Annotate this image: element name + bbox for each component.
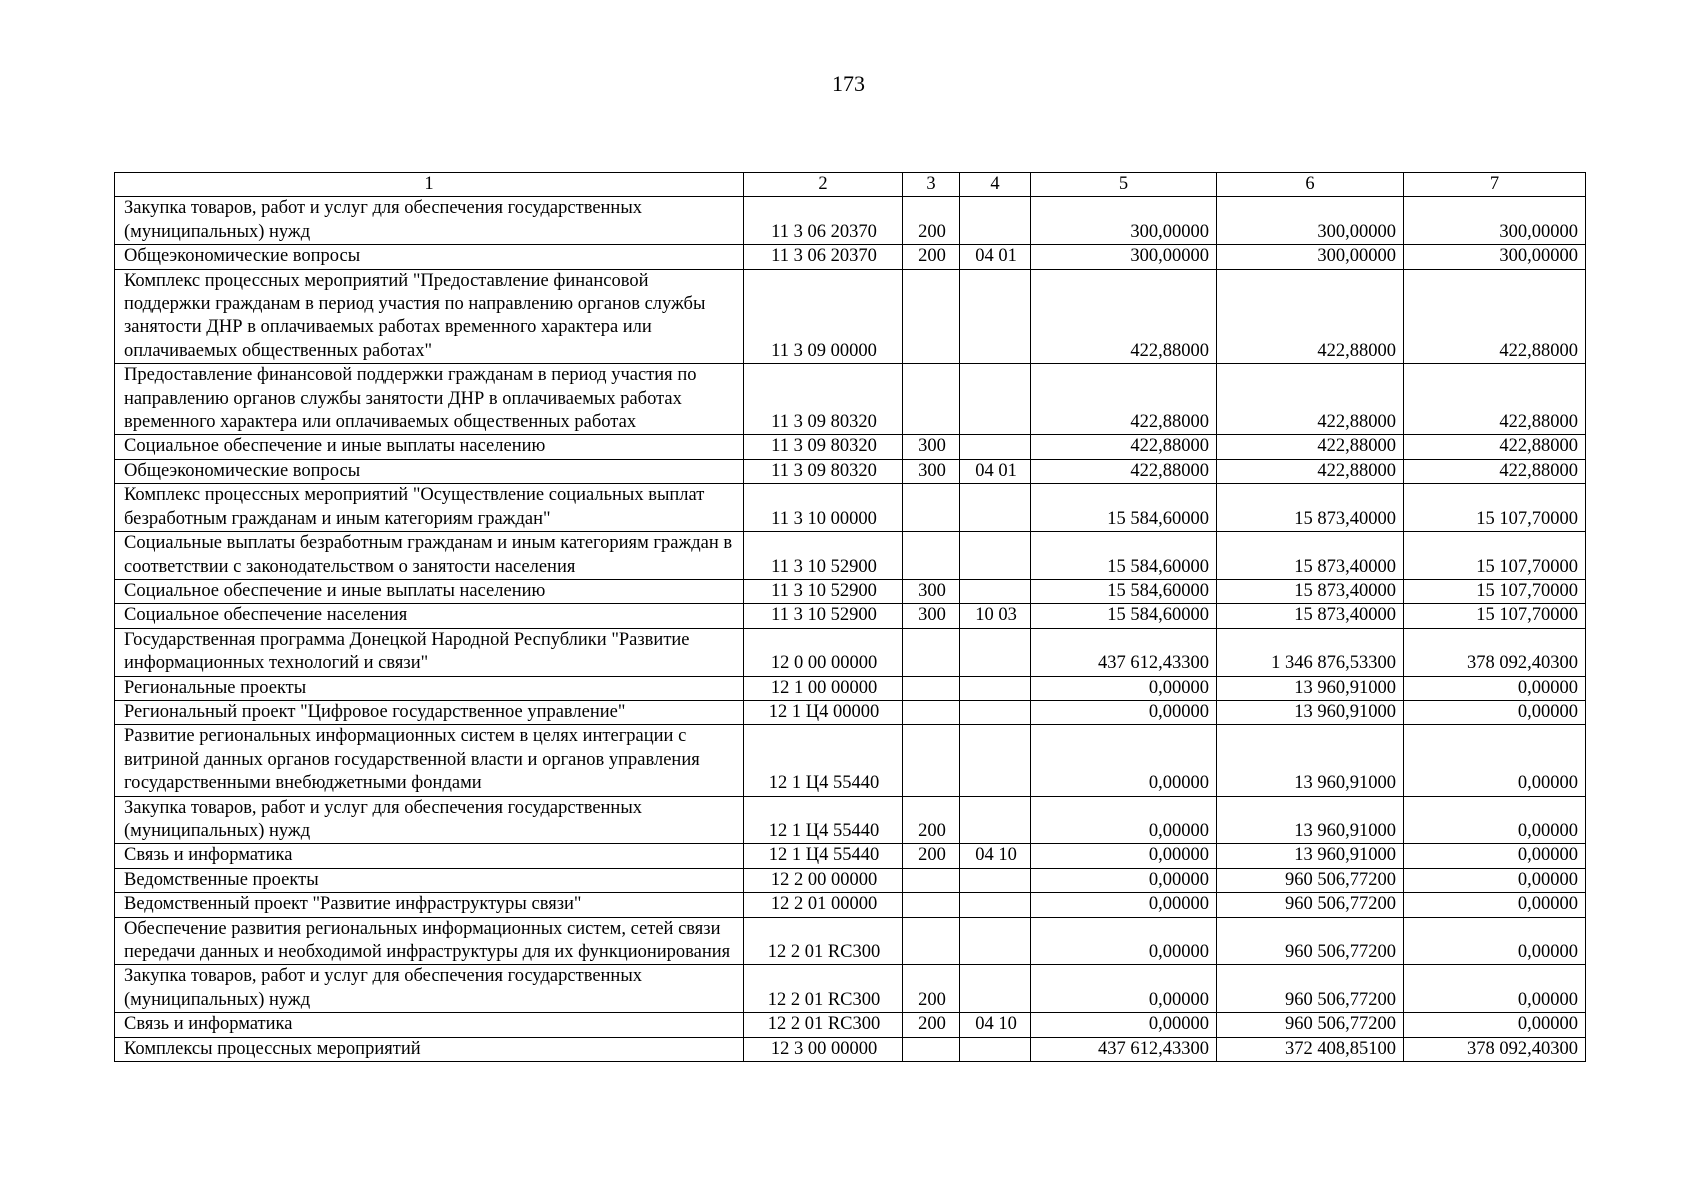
row-kvr-cell <box>903 725 960 796</box>
table-row <box>115 628 1586 676</box>
row-value-7-cell: 0,00000 <box>1404 700 1586 724</box>
table-row <box>115 965 1586 1013</box>
row-kvr-cell: 200 <box>903 844 960 868</box>
row-value-7-cell: 15 107,70000 <box>1404 579 1586 603</box>
table-row <box>115 725 1586 796</box>
row-kvr-cell: 300 <box>903 604 960 628</box>
row-value-5-cell: 15 584,60000 <box>1031 532 1217 580</box>
row-kvr-cell <box>903 700 960 724</box>
row-kvr-cell <box>903 364 960 435</box>
row-section-cell <box>960 364 1031 435</box>
row-section-cell <box>960 197 1031 245</box>
row-code-cell: 11 3 09 80320 <box>744 459 903 483</box>
row-kvr-cell <box>903 917 960 965</box>
row-kvr-cell <box>903 893 960 917</box>
row-name-cell: Комплекс процессных мероприятий "Осуществление социальных выплат безработным гражданам и иным категориям граждан" <box>115 484 744 532</box>
row-section-cell: 04 10 <box>960 1013 1031 1037</box>
table-row <box>115 796 1586 844</box>
row-section-cell <box>960 868 1031 892</box>
row-value-5-cell: 437 612,43300 <box>1031 1037 1217 1061</box>
row-kvr-cell <box>903 484 960 532</box>
row-value-6-cell: 15 873,40000 <box>1217 532 1404 580</box>
row-value-6-cell: 960 506,77200 <box>1217 965 1404 1013</box>
column-header: 1 <box>115 173 744 197</box>
row-value-6-cell: 300,00000 <box>1217 197 1404 245</box>
row-value-5-cell: 0,00000 <box>1031 1013 1217 1037</box>
column-header: 6 <box>1217 173 1404 197</box>
row-value-7-cell: 0,00000 <box>1404 893 1586 917</box>
table-row <box>115 484 1586 532</box>
row-name-cell: Региональный проект "Цифровое государственное управление" <box>115 700 744 724</box>
table-row <box>115 868 1586 892</box>
table-header-row <box>115 173 1586 197</box>
row-value-5-cell: 0,00000 <box>1031 725 1217 796</box>
table-row <box>115 844 1586 868</box>
row-value-5-cell: 0,00000 <box>1031 676 1217 700</box>
row-value-6-cell: 422,88000 <box>1217 364 1404 435</box>
row-value-5-cell: 300,00000 <box>1031 197 1217 245</box>
row-code-cell: 12 1 00 00000 <box>744 676 903 700</box>
row-name-cell: Ведомственные проекты <box>115 868 744 892</box>
row-value-7-cell: 0,00000 <box>1404 917 1586 965</box>
table-row <box>115 893 1586 917</box>
row-value-7-cell: 15 107,70000 <box>1404 484 1586 532</box>
row-code-cell: 11 3 09 80320 <box>744 435 903 459</box>
row-value-7-cell: 0,00000 <box>1404 796 1586 844</box>
table-row <box>115 676 1586 700</box>
row-value-6-cell: 960 506,77200 <box>1217 917 1404 965</box>
row-kvr-cell: 200 <box>903 796 960 844</box>
row-value-5-cell: 15 584,60000 <box>1031 579 1217 603</box>
row-value-7-cell: 378 092,40300 <box>1404 628 1586 676</box>
row-value-5-cell: 0,00000 <box>1031 965 1217 1013</box>
row-value-6-cell: 300,00000 <box>1217 245 1404 269</box>
row-name-cell: Социальное обеспечение и иные выплаты населению <box>115 579 744 603</box>
row-name-cell: Социальное обеспечение и иные выплаты населению <box>115 435 744 459</box>
row-code-cell: 11 3 10 52900 <box>744 579 903 603</box>
row-value-7-cell: 378 092,40300 <box>1404 1037 1586 1061</box>
column-header: 7 <box>1404 173 1586 197</box>
row-kvr-cell <box>903 868 960 892</box>
row-value-7-cell: 300,00000 <box>1404 245 1586 269</box>
row-value-5-cell: 0,00000 <box>1031 700 1217 724</box>
row-section-cell: 04 10 <box>960 844 1031 868</box>
budget-table <box>114 172 1586 1062</box>
table-row <box>115 364 1586 435</box>
row-value-7-cell: 0,00000 <box>1404 965 1586 1013</box>
row-value-5-cell: 0,00000 <box>1031 868 1217 892</box>
row-kvr-cell <box>903 1037 960 1061</box>
row-code-cell: 11 3 06 20370 <box>744 245 903 269</box>
table-row <box>115 604 1586 628</box>
row-code-cell: 12 1 Ц4 55440 <box>744 844 903 868</box>
row-name-cell: Закупка товаров, работ и услуг для обеспечения государственных (муниципальных) нужд <box>115 197 744 245</box>
row-value-6-cell: 960 506,77200 <box>1217 1013 1404 1037</box>
row-section-cell <box>960 676 1031 700</box>
row-value-5-cell: 0,00000 <box>1031 917 1217 965</box>
row-value-5-cell: 437 612,43300 <box>1031 628 1217 676</box>
column-header: 4 <box>960 173 1031 197</box>
row-value-5-cell: 422,88000 <box>1031 435 1217 459</box>
row-name-cell: Ведомственный проект "Развитие инфраструктуры связи" <box>115 893 744 917</box>
table-row <box>115 197 1586 245</box>
row-name-cell: Предоставление финансовой поддержки гражданам в период участия по направлению органов службы занятости ДНР в оплачиваемых работах временного характера или оплачиваемых общественных работах <box>115 364 744 435</box>
row-section-cell <box>960 1037 1031 1061</box>
row-value-7-cell: 0,00000 <box>1404 1013 1586 1037</box>
row-value-5-cell: 422,88000 <box>1031 269 1217 364</box>
table-row <box>115 579 1586 603</box>
row-code-cell: 11 3 09 80320 <box>744 364 903 435</box>
row-value-7-cell: 15 107,70000 <box>1404 532 1586 580</box>
row-value-6-cell: 1 346 876,53300 <box>1217 628 1404 676</box>
row-code-cell: 12 1 Ц4 55440 <box>744 725 903 796</box>
row-section-cell <box>960 435 1031 459</box>
table-row <box>115 435 1586 459</box>
row-value-7-cell: 422,88000 <box>1404 364 1586 435</box>
row-section-cell <box>960 484 1031 532</box>
row-value-6-cell: 15 873,40000 <box>1217 579 1404 603</box>
row-name-cell: Закупка товаров, работ и услуг для обеспечения государственных (муниципальных) нужд <box>115 965 744 1013</box>
row-name-cell: Комплексы процессных мероприятий <box>115 1037 744 1061</box>
row-name-cell: Связь и информатика <box>115 1013 744 1037</box>
row-section-cell: 04 01 <box>960 245 1031 269</box>
row-code-cell: 12 2 01 00000 <box>744 893 903 917</box>
row-value-6-cell: 13 960,91000 <box>1217 796 1404 844</box>
row-value-6-cell: 960 506,77200 <box>1217 893 1404 917</box>
row-value-7-cell: 422,88000 <box>1404 459 1586 483</box>
row-section-cell <box>960 917 1031 965</box>
row-value-7-cell: 0,00000 <box>1404 868 1586 892</box>
row-name-cell: Развитие региональных информационных систем в целях интеграции с витриной данных органов государственной власти и органов управления государственными внебюджетными фондами <box>115 725 744 796</box>
row-name-cell: Комплекс процессных мероприятий "Предоставление финансовой поддержки гражданам в период участия по направлению органов службы занятости ДНР в оплачиваемых работах временного характера или оплачиваемых общественных работах" <box>115 269 744 364</box>
row-name-cell: Социальное обеспечение населения <box>115 604 744 628</box>
row-section-cell <box>960 700 1031 724</box>
row-value-6-cell: 13 960,91000 <box>1217 725 1404 796</box>
row-value-6-cell: 13 960,91000 <box>1217 700 1404 724</box>
row-name-cell: Социальные выплаты безработным гражданам и иным категориям граждан в соответствии с законодательством о занятости населения <box>115 532 744 580</box>
row-code-cell: 11 3 09 00000 <box>744 269 903 364</box>
page-number: 173 <box>832 71 865 96</box>
row-value-7-cell: 15 107,70000 <box>1404 604 1586 628</box>
row-value-6-cell: 960 506,77200 <box>1217 868 1404 892</box>
row-code-cell: 12 2 01 RC300 <box>744 917 903 965</box>
row-section-cell <box>960 796 1031 844</box>
row-value-7-cell: 0,00000 <box>1404 844 1586 868</box>
row-section-cell: 04 01 <box>960 459 1031 483</box>
row-code-cell: 11 3 10 00000 <box>744 484 903 532</box>
row-value-6-cell: 422,88000 <box>1217 269 1404 364</box>
row-section-cell <box>960 725 1031 796</box>
table-row <box>115 245 1586 269</box>
row-kvr-cell <box>903 676 960 700</box>
column-header: 5 <box>1031 173 1217 197</box>
row-value-6-cell: 13 960,91000 <box>1217 844 1404 868</box>
row-code-cell: 12 2 01 RC300 <box>744 1013 903 1037</box>
table-row <box>115 1037 1586 1061</box>
row-name-cell: Общеэкономические вопросы <box>115 245 744 269</box>
row-name-cell: Государственная программа Донецкой Народной Республики "Развитие информационных технологий и связи" <box>115 628 744 676</box>
row-kvr-cell <box>903 269 960 364</box>
row-value-5-cell: 300,00000 <box>1031 245 1217 269</box>
row-code-cell: 11 3 06 20370 <box>744 197 903 245</box>
row-value-6-cell: 422,88000 <box>1217 435 1404 459</box>
row-value-6-cell: 422,88000 <box>1217 459 1404 483</box>
row-kvr-cell: 300 <box>903 579 960 603</box>
row-value-5-cell: 15 584,60000 <box>1031 604 1217 628</box>
row-value-7-cell: 0,00000 <box>1404 676 1586 700</box>
row-section-cell <box>960 579 1031 603</box>
row-value-7-cell: 300,00000 <box>1404 197 1586 245</box>
row-code-cell: 12 3 00 00000 <box>744 1037 903 1061</box>
row-kvr-cell: 200 <box>903 965 960 1013</box>
row-name-cell: Закупка товаров, работ и услуг для обеспечения государственных (муниципальных) нужд <box>115 796 744 844</box>
row-kvr-cell: 200 <box>903 1013 960 1037</box>
row-value-5-cell: 0,00000 <box>1031 893 1217 917</box>
row-value-7-cell: 422,88000 <box>1404 269 1586 364</box>
row-value-6-cell: 13 960,91000 <box>1217 676 1404 700</box>
row-value-6-cell: 15 873,40000 <box>1217 604 1404 628</box>
row-kvr-cell: 200 <box>903 197 960 245</box>
row-value-5-cell: 15 584,60000 <box>1031 484 1217 532</box>
column-header: 2 <box>744 173 903 197</box>
row-value-5-cell: 422,88000 <box>1031 459 1217 483</box>
table-row <box>115 532 1586 580</box>
row-section-cell <box>960 893 1031 917</box>
row-value-6-cell: 372 408,85100 <box>1217 1037 1404 1061</box>
row-code-cell: 12 2 01 RC300 <box>744 965 903 1013</box>
column-header: 3 <box>903 173 960 197</box>
row-value-5-cell: 422,88000 <box>1031 364 1217 435</box>
row-code-cell: 12 1 Ц4 55440 <box>744 796 903 844</box>
row-value-7-cell: 422,88000 <box>1404 435 1586 459</box>
row-code-cell: 12 0 00 00000 <box>744 628 903 676</box>
row-kvr-cell <box>903 532 960 580</box>
row-value-5-cell: 0,00000 <box>1031 844 1217 868</box>
row-section-cell <box>960 532 1031 580</box>
row-name-cell: Связь и информатика <box>115 844 744 868</box>
row-section-cell <box>960 628 1031 676</box>
table-row <box>115 459 1586 483</box>
row-value-6-cell: 15 873,40000 <box>1217 484 1404 532</box>
row-kvr-cell: 300 <box>903 459 960 483</box>
row-name-cell: Региональные проекты <box>115 676 744 700</box>
row-section-cell <box>960 269 1031 364</box>
row-code-cell: 12 1 Ц4 00000 <box>744 700 903 724</box>
row-kvr-cell: 200 <box>903 245 960 269</box>
row-section-cell: 10 03 <box>960 604 1031 628</box>
row-section-cell <box>960 965 1031 1013</box>
table-row <box>115 269 1586 364</box>
table-row <box>115 700 1586 724</box>
row-kvr-cell <box>903 628 960 676</box>
row-name-cell: Обеспечение развития региональных информационных систем, сетей связи передачи данных и необходимой инфраструктуры для их функционирования <box>115 917 744 965</box>
row-code-cell: 11 3 10 52900 <box>744 532 903 580</box>
row-code-cell: 12 2 00 00000 <box>744 868 903 892</box>
row-name-cell: Общеэкономические вопросы <box>115 459 744 483</box>
table-row <box>115 917 1586 965</box>
table-body <box>115 197 1586 1062</box>
table-row <box>115 1013 1586 1037</box>
row-value-5-cell: 0,00000 <box>1031 796 1217 844</box>
row-value-7-cell: 0,00000 <box>1404 725 1586 796</box>
row-code-cell: 11 3 10 52900 <box>744 604 903 628</box>
row-kvr-cell: 300 <box>903 435 960 459</box>
